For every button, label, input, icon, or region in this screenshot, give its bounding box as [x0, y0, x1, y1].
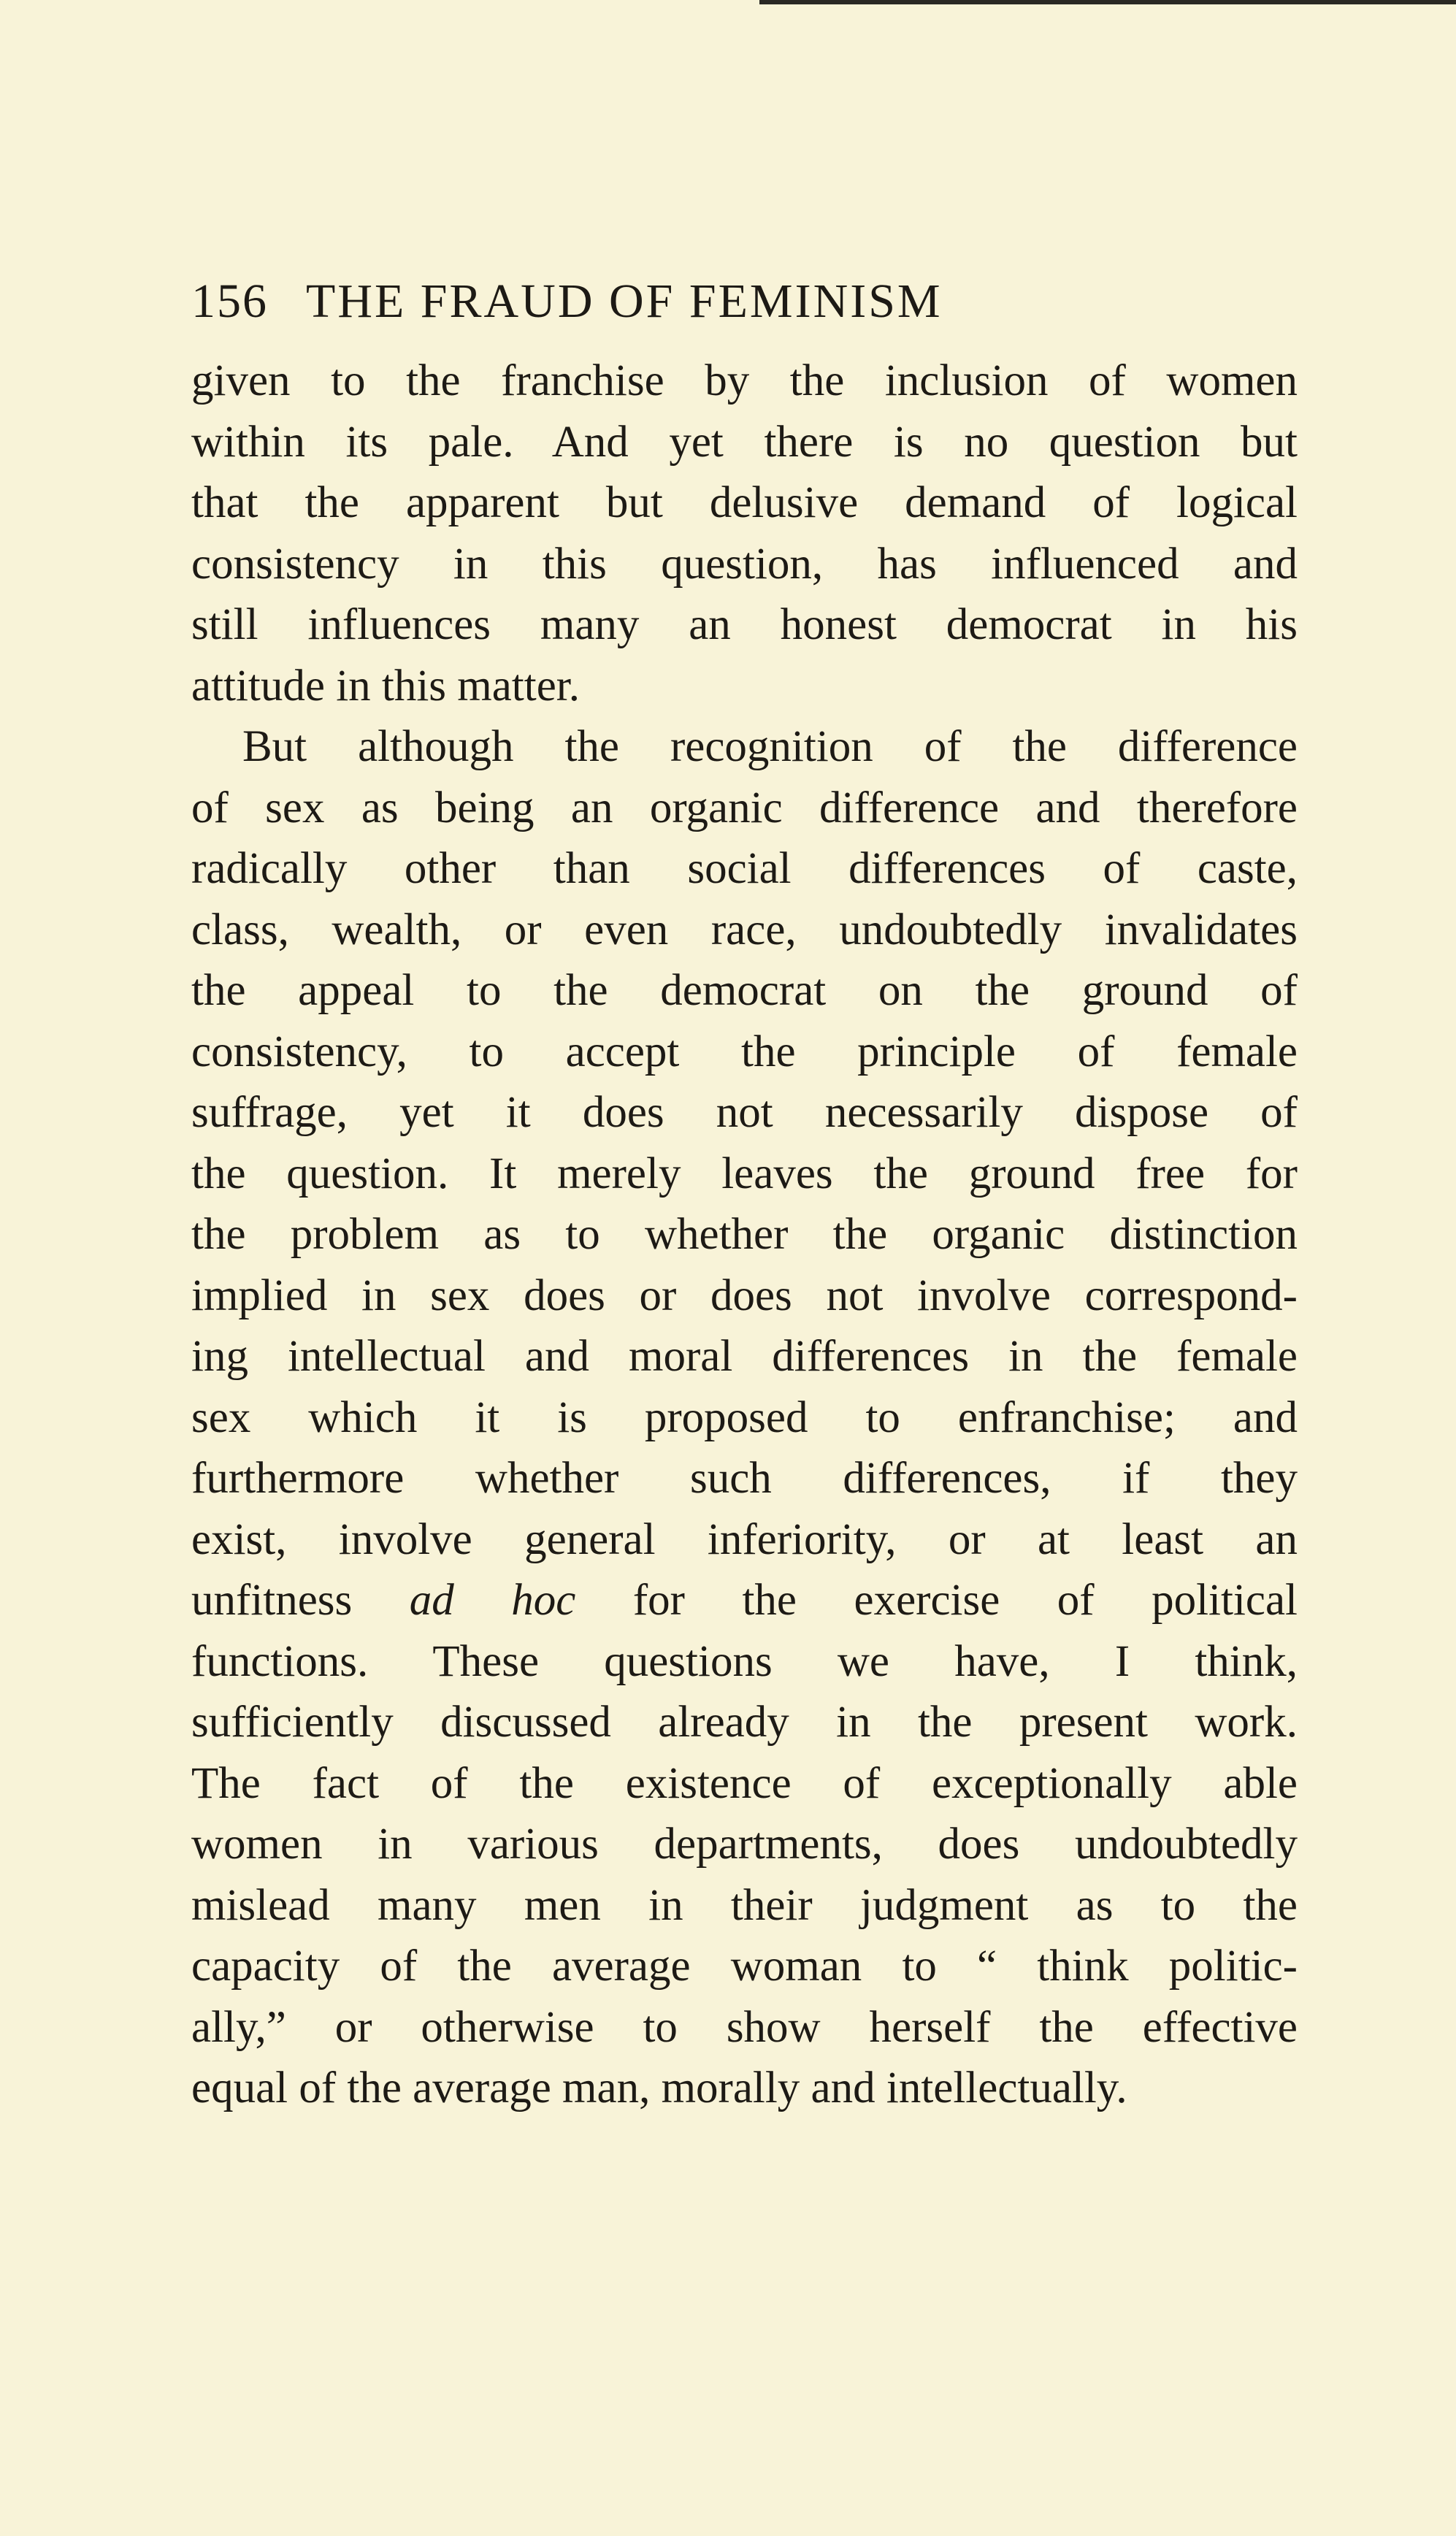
text-line: the problem as to whether the organic distinction — [191, 1210, 1298, 1259]
text-line: capacity of the average woman to “ think politic- — [191, 1942, 1298, 1991]
italic-phrase: ad hoc — [409, 1576, 576, 1625]
text-line: women in various departments, does undoubtedly — [191, 1820, 1298, 1869]
text-line: suffrage, yet it does not necessarily dispose of — [191, 1088, 1298, 1137]
text-line: consistency in this question, has influenced and — [191, 539, 1298, 589]
text-line: sufficiently discussed already in the present work. — [191, 1698, 1298, 1747]
text-line: still influences many an honest democrat in his — [191, 600, 1298, 649]
running-title: THE FRAUD OF FEMINISM — [306, 275, 943, 328]
text-line: attitude in this matter. — [191, 661, 580, 710]
text-line: within its pale. And yet there is no question but — [191, 417, 1298, 467]
text-line: the question. It merely leaves the ground free for — [191, 1149, 1298, 1198]
text-line: sex which it is proposed to enfranchise; and — [191, 1392, 1298, 1442]
text-line: the appeal to the democrat on the ground of — [191, 966, 1298, 1015]
book-page — [191, 277, 1298, 2119]
text-line: implied in sex does or does not involve correspond- — [191, 1271, 1298, 1320]
text-line: given to the franchise by the inclusion of women — [191, 356, 1298, 405]
paragraph-2 — [191, 716, 1298, 2119]
paragraph-1 — [191, 350, 1298, 716]
page-number: 156 — [191, 275, 268, 328]
text-line: class, wealth, or even race, undoubtedly invalidates — [191, 905, 1298, 954]
text-line: functions. These questions we have, I think, — [191, 1636, 1298, 1686]
text-line: But although the recognition of the difference — [242, 722, 1298, 771]
text-line: The fact of the existence of exceptionally able — [191, 1758, 1298, 1808]
scan-top-edge — [759, 0, 1456, 4]
text-line: furthermore whether such differences, if they — [191, 1454, 1298, 1503]
text-line: of sex as being an organic difference and therefore — [191, 783, 1298, 832]
text-line: radically other than social differences of caste, — [191, 844, 1298, 893]
text-line: unfitness ad hoc for the exercise of political — [191, 1576, 1298, 1625]
text-line: consistency, to accept the principle of female — [191, 1027, 1298, 1076]
text-line: exist, involve general inferiority, or at least an — [191, 1514, 1298, 1564]
text-line: mislead many men in their judgment as to the — [191, 1880, 1298, 1930]
running-head — [191, 277, 1298, 326]
text-line: that the apparent but delusive demand of logical — [191, 478, 1298, 527]
text-line: equal of the average man, morally and intellectually. — [191, 2064, 1127, 2112]
text-line: ing intellectual and moral differences in the female — [191, 1332, 1298, 1381]
text-line: ally,” or otherwise to show herself the effective — [191, 2002, 1298, 2052]
